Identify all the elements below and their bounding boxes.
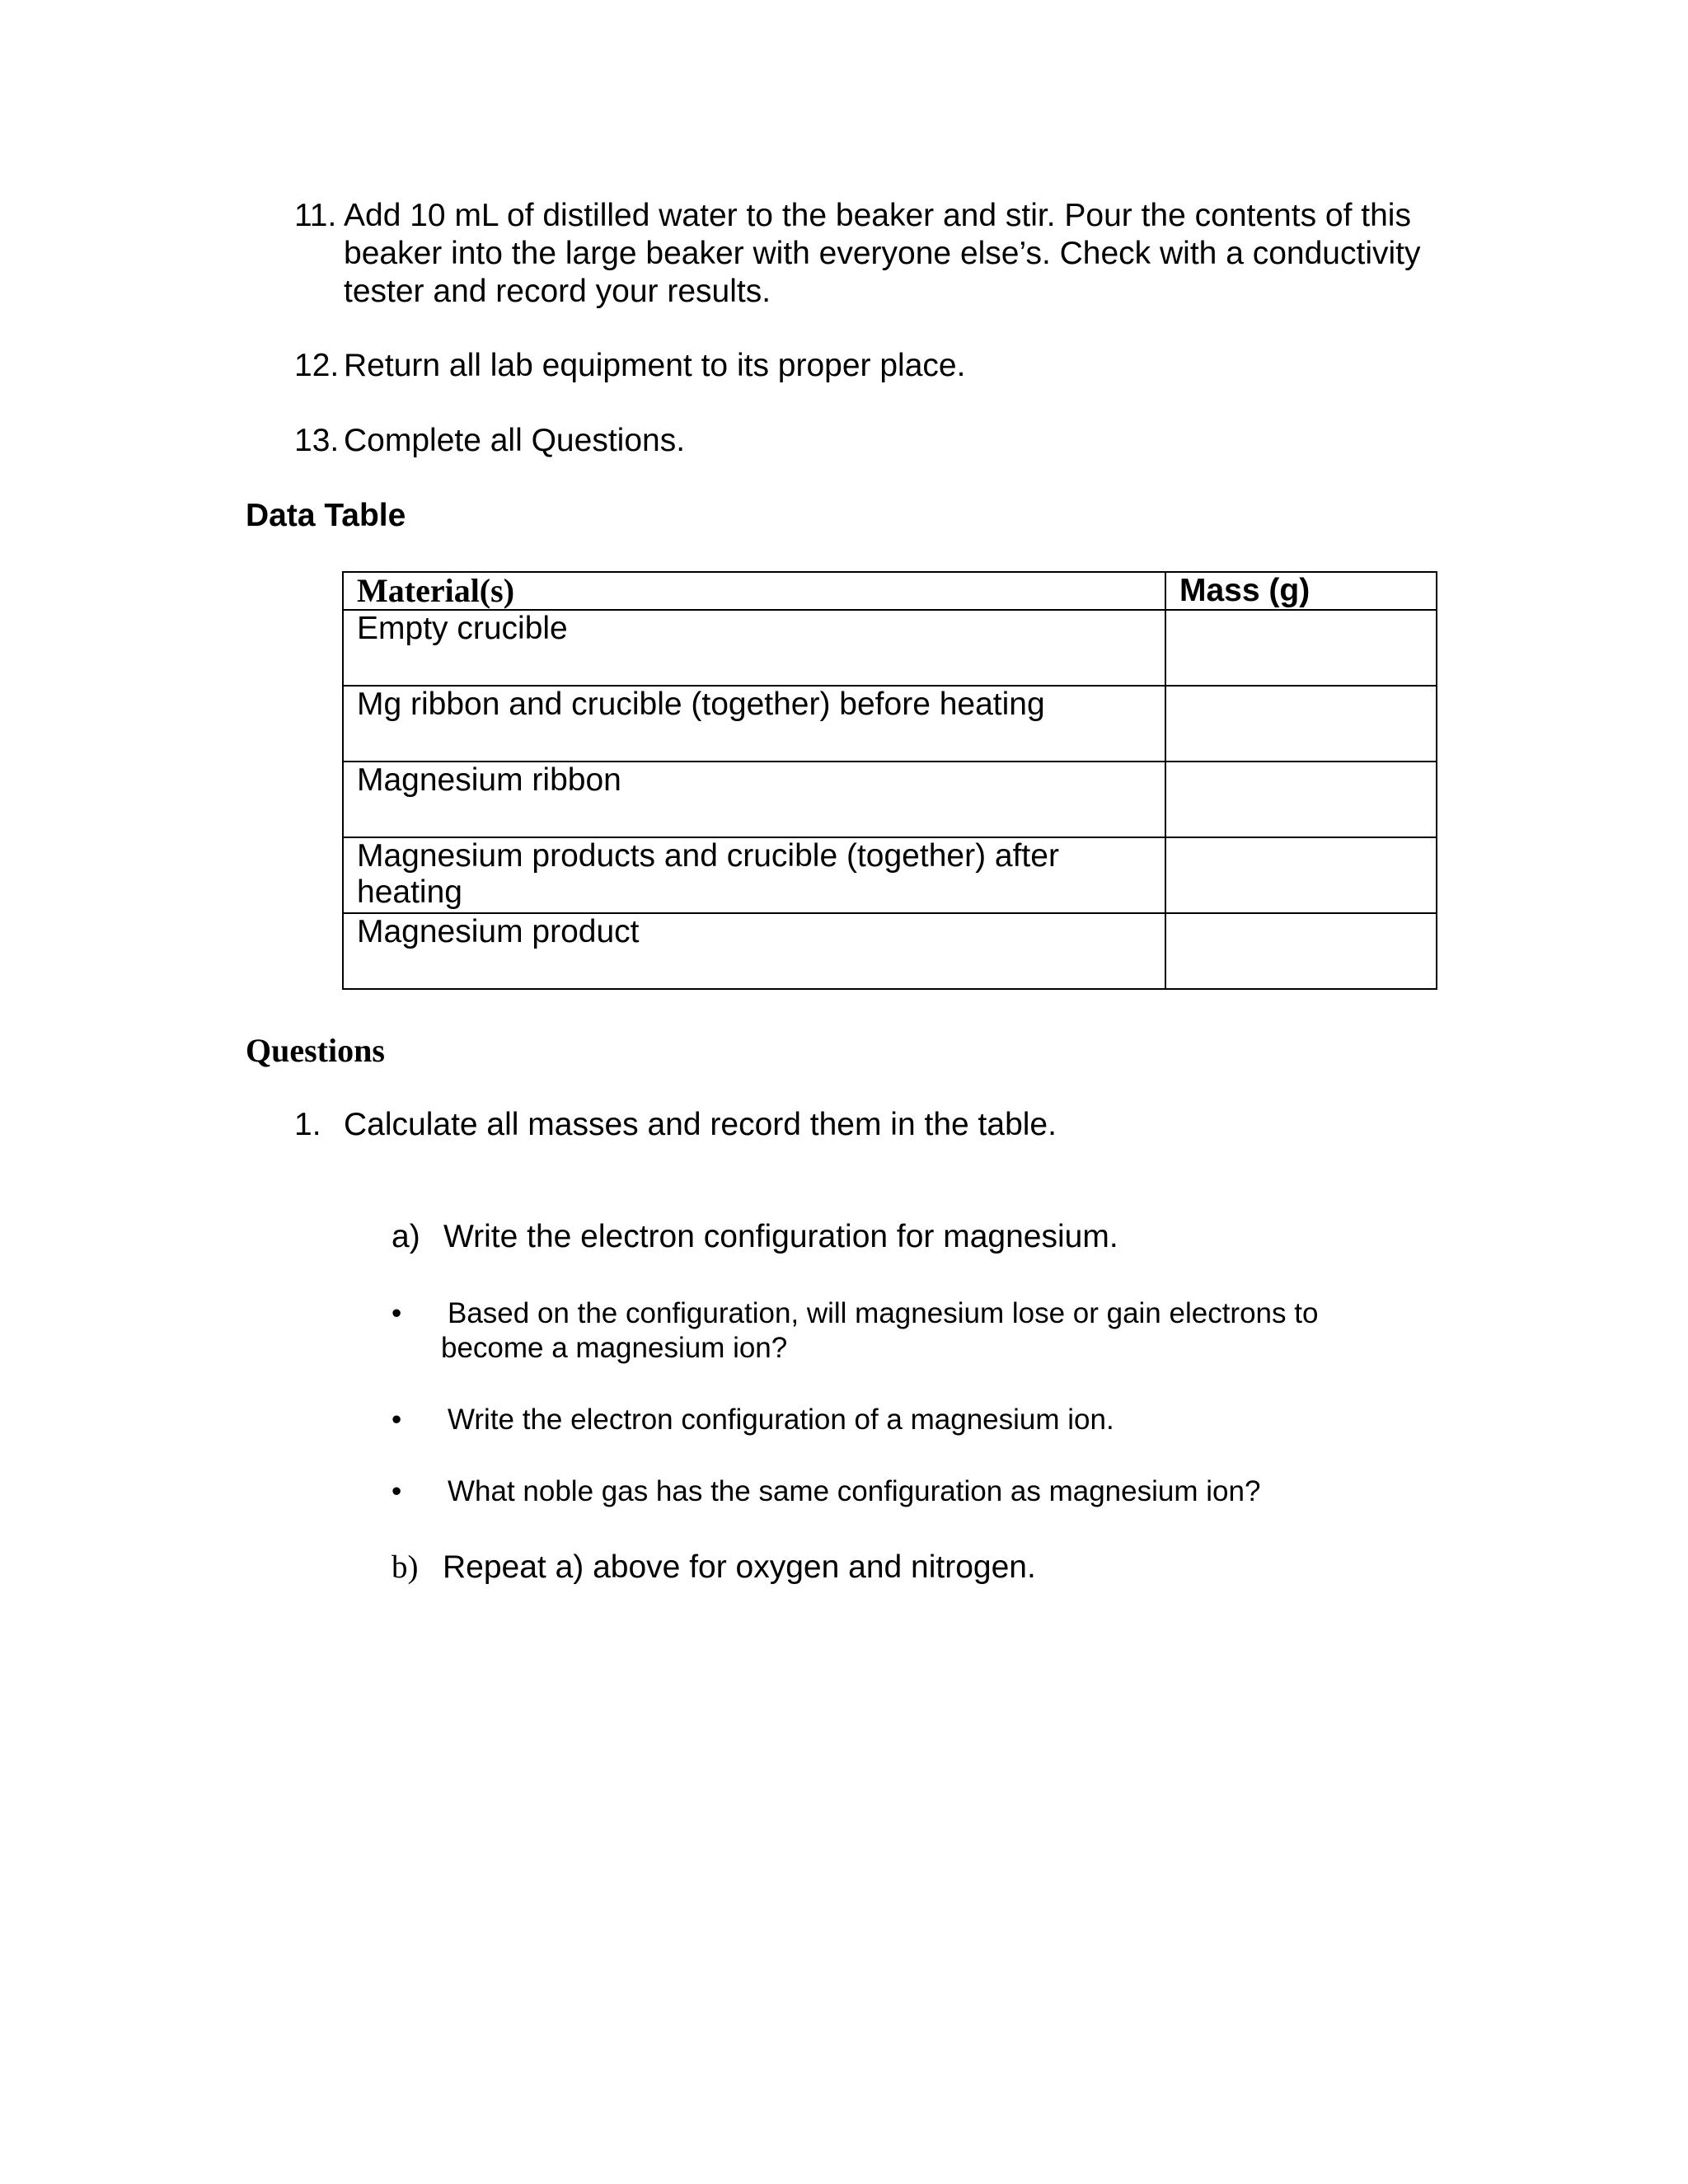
bullet-text: What noble gas has the same configuration as magnesium ion? — [448, 1475, 1261, 1507]
step-text: Add 10 mL of distilled water to the beaker and stir. Pour the contents of this beaker into the large beaker with everyone else’s. Check with a conductivity tester and record your results. — [344, 198, 1421, 309]
table-row — [343, 913, 1437, 989]
table-row — [343, 686, 1437, 762]
bullet-icon: • — [392, 1475, 402, 1507]
question-number: 1. — [294, 1107, 321, 1142]
column-header-material: Material(s) — [343, 572, 1165, 610]
mass-cell[interactable] — [1165, 686, 1437, 762]
bullet-item — [392, 1474, 1381, 1509]
subquestion-b — [392, 1549, 1036, 1586]
mass-cell[interactable] — [1165, 762, 1437, 837]
material-cell: Magnesium products and crucible (together) after heating — [343, 837, 1165, 913]
bullet-text: Write the electron configuration of a magnesium ion. — [448, 1404, 1114, 1436]
subquestion-label: a) — [392, 1219, 420, 1254]
step-11 — [294, 197, 1448, 311]
bullet-item — [392, 1296, 1381, 1366]
subquestion-text: Repeat a) above for oxygen and nitrogen. — [443, 1549, 1036, 1585]
material-cell: Magnesium ribbon — [343, 762, 1165, 837]
subquestion-text: Write the electron configuration for magnesium. — [443, 1219, 1118, 1254]
question-1 — [294, 1106, 1448, 1144]
step-number: 12. — [294, 348, 340, 383]
data-table-heading: Data Table — [246, 498, 406, 533]
material-cell: Empty crucible — [343, 610, 1165, 686]
step-text: Complete all Questions. — [344, 423, 686, 458]
material-cell: Mg ribbon and crucible (together) before heating — [343, 686, 1165, 762]
subquestion-a — [392, 1218, 1118, 1256]
bullet-icon: • — [392, 1404, 402, 1436]
step-12 — [294, 347, 1448, 385]
table-row — [343, 837, 1437, 913]
table-row — [343, 610, 1437, 686]
mass-cell[interactable] — [1165, 610, 1437, 686]
step-text: Return all lab equipment to its proper place. — [344, 348, 966, 383]
table-row — [343, 762, 1437, 837]
subquestion-label: b) — [392, 1549, 419, 1585]
data-table — [342, 571, 1437, 990]
bullet-item — [392, 1403, 1381, 1437]
step-number: 13. — [294, 423, 340, 458]
step-13 — [294, 422, 1448, 460]
questions-heading: Questions — [246, 1032, 385, 1069]
material-cell: Magnesium product — [343, 913, 1165, 989]
bullet-text: Based on the configuration, will magnesium lose or gain electrons to become a magnesium ion? — [441, 1297, 1319, 1364]
mass-cell[interactable] — [1165, 913, 1437, 989]
step-number: 11. — [294, 198, 337, 233]
table-header-row — [343, 572, 1437, 610]
question-text: Calculate all masses and record them in the table. — [344, 1107, 1057, 1142]
column-header-mass: Mass (g) — [1165, 572, 1437, 610]
mass-cell[interactable] — [1165, 837, 1437, 913]
bullet-icon: • — [392, 1297, 402, 1329]
